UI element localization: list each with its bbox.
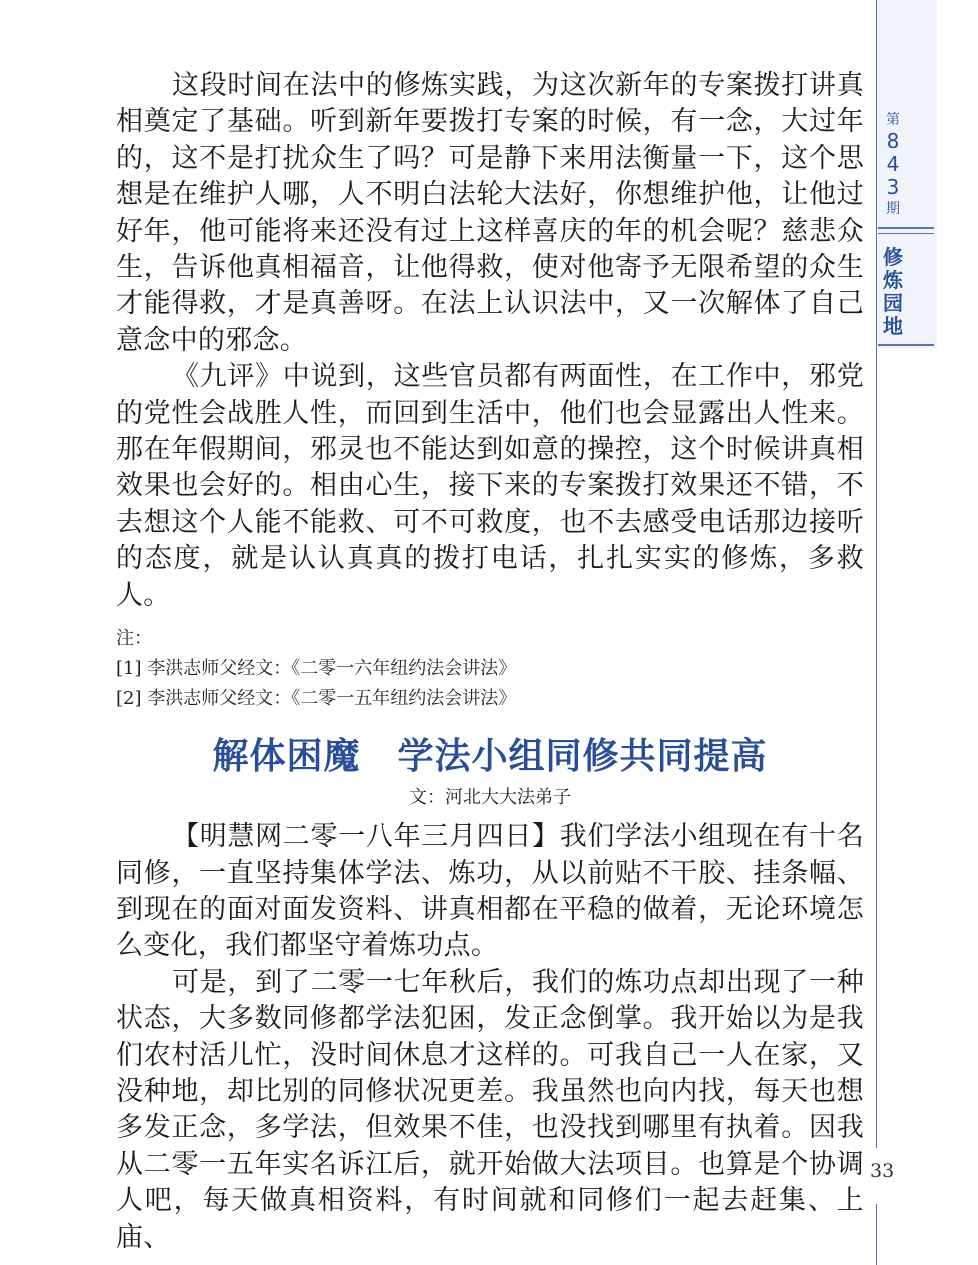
divider — [878, 344, 934, 346]
margin-rule-bottom — [876, 1204, 877, 1265]
footnote: [2] 李洪志师父经文：《二零一五年纽约法会讲法》 — [116, 688, 517, 710]
footnote: [1] 李洪志师父经文：《二零一六年纽约法会讲法》 — [116, 658, 517, 680]
issue-prefix: 第 — [886, 112, 900, 128]
footnotes — [116, 624, 864, 714]
page-number: 33 — [870, 1160, 895, 1182]
notes-label: 注： — [116, 628, 152, 650]
article-title: 解体困魔 学法小组同修共同提高 — [212, 736, 768, 778]
column-name: 修 炼 园 地 — [883, 245, 903, 338]
issue-number — [878, 110, 908, 219]
issue-suffix: 期 — [886, 201, 900, 217]
byline: 文：河北大大法弟子 — [409, 787, 571, 809]
paragraph: 《九评》中说到，这些官员都有两面性，在工作中，邪党的党性会战胜人性，而回到生活中，他们也会显露出人性来。那在年假期间，邪灵也不能达到如意的操控，这个时候讲真相效果也会好的。相由心生，接下来的专案拨打效果还不错，不去想这个人能不能救、可不可救度，也不去感受电话那边接听的态度，就是认认真真的拨打电话，扎扎实实的修炼，多救人。 — [116, 361, 864, 611]
paragraph: 【明慧网二零一八年三月四日】我们学法小组现在有十名同修，一直坚持集体学法、炼功，从以前贴不干胶、挂条幅、到现在的面对面发资料、讲真相都在平稳的做着，无论环境怎么变化，我们都坚守着炼功点。 — [116, 821, 864, 962]
issue-digit: 3 — [886, 175, 900, 199]
article-body — [116, 68, 864, 1256]
paragraph: 这段时间在法中的修炼实践，为这次新年的专案拨打讲真相奠定了基础。听到新年要拨打专案的时候，有一念，大过年的，这不是打扰众生了吗？可是静下来用法衡量一下，这个思想是在维护人哪，人不明白法轮大法好，你想维护他，让他过好年，他可能将来还没有过上这样喜庆的年的机会呢？慈悲众生，告诉他真相福音，让他得救，使对他寄予无限希望的众生才能得救，才是真善呀。在法上认识法中，又一次解体了自己意念中的邪念。 — [116, 70, 864, 356]
issue-digit: 4 — [886, 152, 900, 176]
issue-digit: 8 — [886, 129, 900, 153]
divider — [878, 227, 934, 229]
paragraph: 可是，到了二零一七年秋后，我们的炼功点却出现了一种状态，大多数同修都学法犯困，发正念倒掌。我开始以为是我们农村活儿忙，没时间休息才这样的。可我自己一人在家，又没种地，却比别的同修状况更差。我虽然也向内找，每天也想多发正念，多学法，但效果不佳，也没找到哪里有执着。因我从二零一五年实名诉江后，就开始做大法项目。也算是个协调人吧，每天做真相资料，有时间就和同修们一起去赶集、上庙、 — [116, 966, 864, 1253]
divider — [878, 233, 934, 234]
margin-rule-top — [876, 0, 877, 1148]
